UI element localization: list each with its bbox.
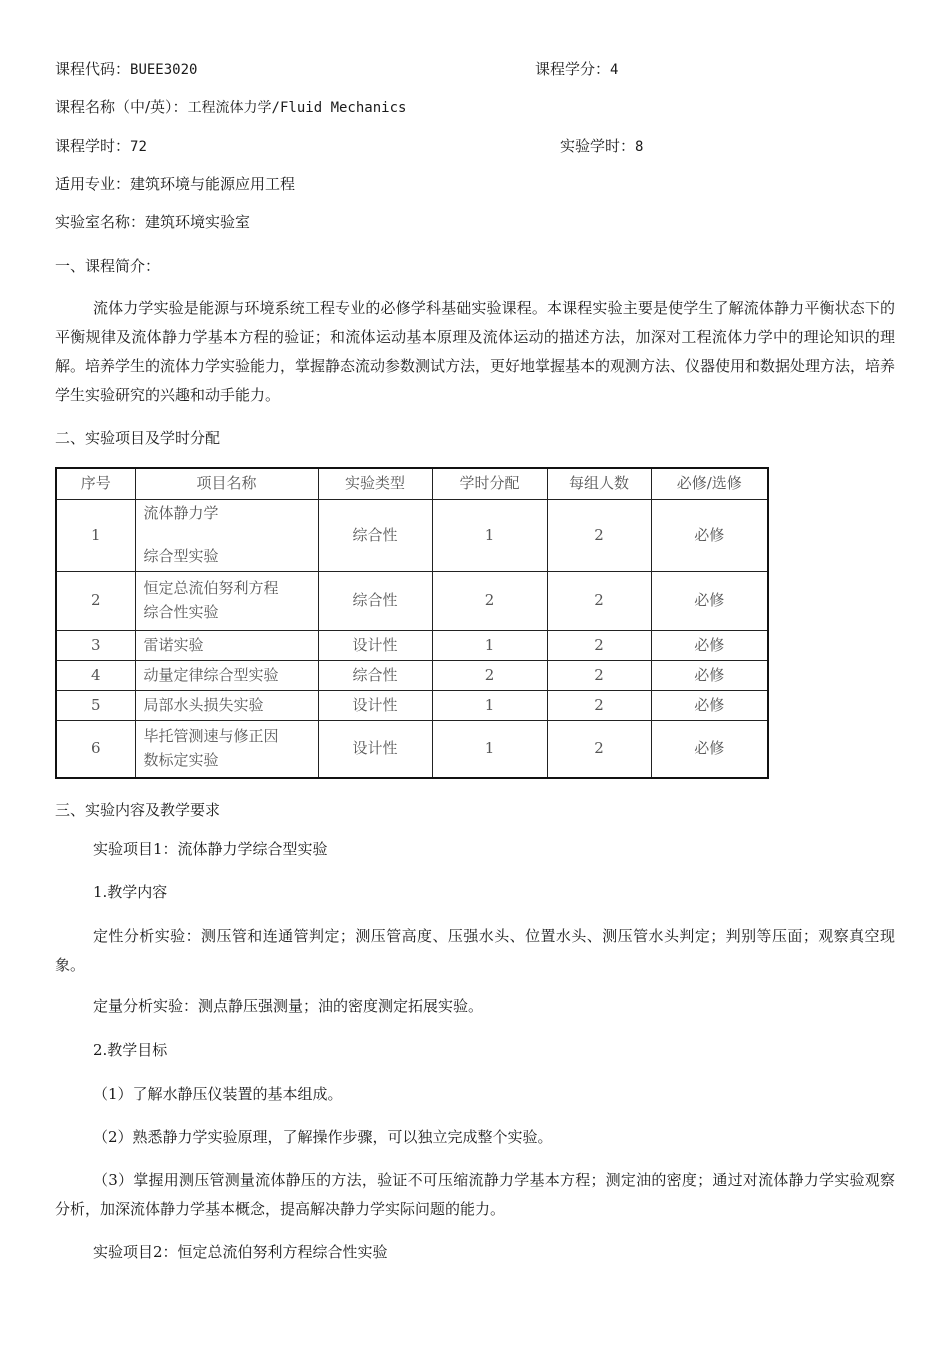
goal-2: （2）熟悉静力学实验原理，了解操作步骤，可以独立完成整个实验。	[93, 1128, 553, 1146]
course-hours-label: 课程学时：	[55, 137, 131, 155]
table-row	[56, 630, 768, 660]
cell-type: 设计性	[318, 630, 432, 660]
major-label: 适用专业：	[55, 175, 131, 193]
cell-name-line: 数标定实验	[143, 751, 219, 770]
cell-hours: 1	[432, 630, 547, 660]
cell-group: 2	[547, 630, 651, 660]
header-cell: 项目名称	[135, 468, 318, 499]
section1-heading: 一、课程简介：	[55, 257, 161, 275]
table-row	[56, 690, 768, 720]
section3-heading: 三、实验内容及教学要求	[55, 801, 221, 819]
content-qualitative: 定性分析实验：测压管和连通管判定；测压管高度、压强水头、位置水头、测压管水头判定；判别等压面；观察真空现象。	[55, 927, 895, 974]
cell-no: 6	[56, 720, 135, 778]
cell-req: 必修	[651, 630, 768, 660]
section2-heading: 二、实验项目及学时分配	[55, 429, 221, 447]
course-name	[55, 97, 406, 118]
header-cell: 序号	[56, 468, 135, 499]
cell-type: 设计性	[318, 690, 432, 720]
course-code	[55, 59, 197, 80]
lab-name	[55, 212, 250, 232]
cell-name-line: 综合型实验	[143, 547, 219, 565]
cell-req: 必修	[651, 720, 768, 778]
cell-group: 2	[547, 690, 651, 720]
goal-3: （3）掌握用测压管测量流体静压的方法，验证不可压缩流静力学基本方程；测定油的密度；通过对流体静力学实验观察分析，加深流体静力学基本概念，提高解决静力学实际问题的能力。	[55, 1171, 895, 1218]
cell-name-line: 毕托管测速与修正因	[143, 727, 279, 746]
cell-req: 必修	[651, 499, 768, 571]
cell-hours: 2	[432, 660, 547, 690]
course-credit-value: 4	[610, 62, 619, 78]
cell-no: 2	[56, 571, 135, 630]
cell-hours: 2	[432, 571, 547, 630]
cell-type: 设计性	[318, 720, 432, 778]
course-credit-label: 课程学分：	[535, 60, 611, 78]
cell-group: 2	[547, 571, 651, 630]
cell-type: 综合性	[318, 571, 432, 630]
course-code-label: 课程代码：	[55, 60, 131, 78]
cell-name-line: 综合性实验	[143, 603, 219, 621]
cell-group: 2	[547, 499, 651, 571]
table-row	[56, 660, 768, 690]
cell-name-line: 恒定总流伯努利方程	[143, 579, 279, 597]
project2-title: 实验项目2：恒定总流伯努利方程综合性实验	[93, 1243, 388, 1261]
table-row	[56, 571, 768, 630]
course-credit	[535, 59, 618, 80]
cell-req: 必修	[651, 660, 768, 690]
course-name-value: 工程流体力学/Fluid Mechanics	[187, 100, 407, 116]
lab-name-label: 实验室名称：	[55, 213, 146, 231]
goal-1: （1）了解水静压仪装置的基本组成。	[93, 1085, 343, 1103]
cell-hours: 1	[432, 720, 547, 778]
cell-name: 局部水头损失实验	[135, 690, 318, 720]
course-name-label: 课程名称（中/英）：	[55, 98, 188, 116]
cell-group: 2	[547, 660, 651, 690]
major-value: 建筑环境与能源应用工程	[130, 175, 296, 193]
applicable-major	[55, 174, 295, 194]
content-heading: 1.教学内容	[93, 883, 168, 901]
lab-hours	[560, 136, 643, 157]
lab-hours-label: 实验学时：	[560, 137, 636, 155]
table-header-row	[56, 468, 768, 499]
course-hours-value: 72	[130, 139, 147, 155]
course-code-value: BUEE3020	[130, 62, 198, 78]
table-row	[56, 499, 768, 571]
cell-no: 3	[56, 630, 135, 660]
experiment-table	[55, 467, 769, 779]
cell-name: 动量定律综合型实验	[135, 660, 318, 690]
cell-name	[135, 499, 318, 571]
header-cell: 实验类型	[318, 468, 432, 499]
header-cell: 每组人数	[547, 468, 651, 499]
cell-name	[135, 571, 318, 630]
table-row	[56, 720, 768, 778]
cell-req: 必修	[651, 690, 768, 720]
cell-type: 综合性	[318, 660, 432, 690]
lab-hours-value: 8	[635, 139, 644, 155]
course-hours	[55, 136, 147, 157]
cell-no: 5	[56, 690, 135, 720]
lab-name-value: 建筑环境实验室	[145, 213, 251, 231]
header-cell: 学时分配	[432, 468, 547, 499]
cell-type: 综合性	[318, 499, 432, 571]
goals-heading: 2.教学目标	[93, 1041, 168, 1059]
cell-name: 雷诺实验	[135, 630, 318, 660]
cell-hours: 1	[432, 499, 547, 571]
cell-hours: 1	[432, 690, 547, 720]
cell-name	[135, 720, 318, 778]
cell-name-line: 流体静力学	[143, 504, 219, 522]
header-cell: 必修/选修	[651, 468, 768, 499]
content-quantitative: 定量分析实验：测点静压强测量；油的密度测定拓展实验。	[93, 997, 484, 1015]
cell-req: 必修	[651, 571, 768, 630]
cell-no: 1	[56, 499, 135, 571]
cell-no: 4	[56, 660, 135, 690]
cell-group: 2	[547, 720, 651, 778]
project1-title: 实验项目1：流体静力学综合型实验	[93, 840, 328, 858]
section1-body: 流体力学实验是能源与环境系统工程专业的必修学科基础实验课程。本课程实验主要是使学生了解流体静力平衡状态下的平衡规律及流体静力学基本方程的验证；和流体运动基本原理及流体运动的描述方法，加深对工程流体力学中的理论知识的理解。培养学生的流体力学实验能力，掌握静态流动参数测试方法，更好地掌握基本的观测方法、仪器使用和数据处理方法，培养学生实验研究的兴趣和动手能力。	[55, 299, 896, 404]
